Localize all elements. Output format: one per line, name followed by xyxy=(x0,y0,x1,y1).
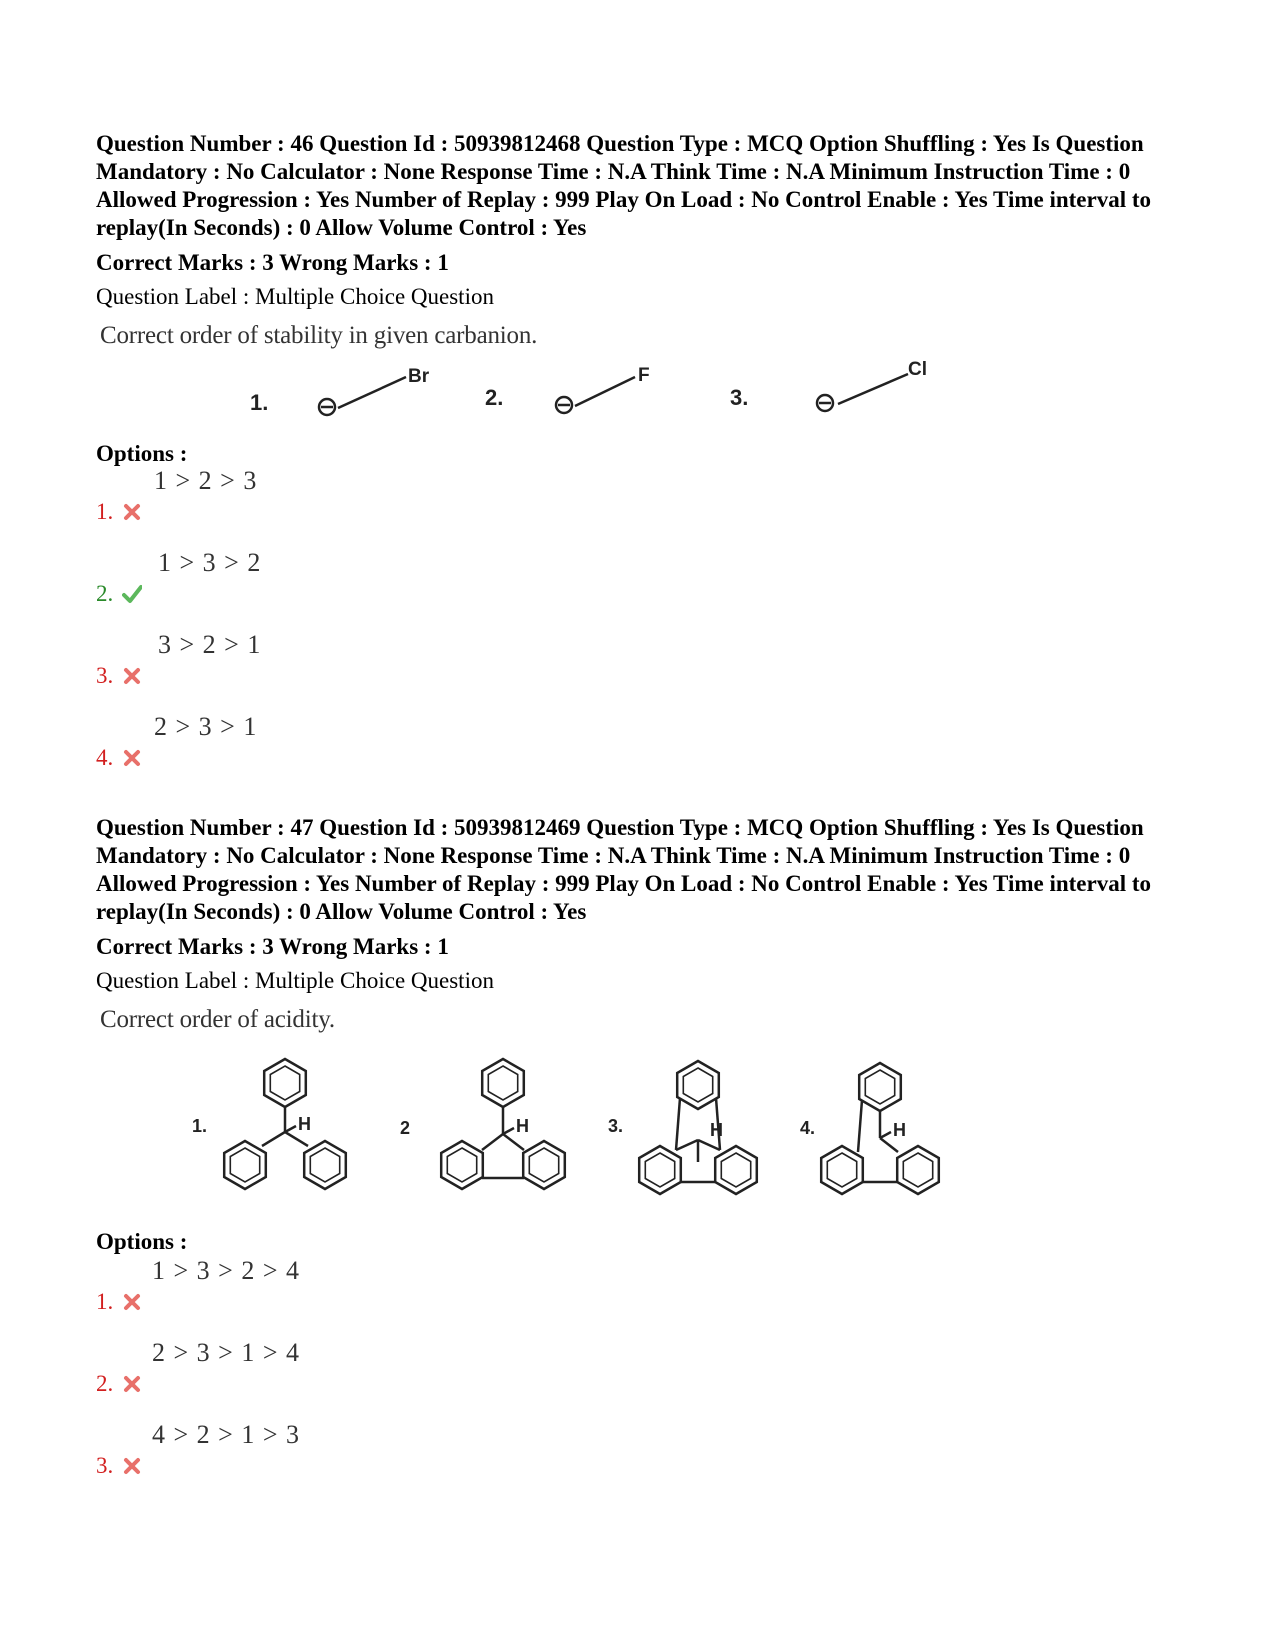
options-heading: Options : xyxy=(96,441,188,466)
cross-icon xyxy=(122,1456,142,1476)
options-heading: Options : xyxy=(96,1229,188,1254)
cross-icon xyxy=(122,666,142,686)
option-2[interactable] xyxy=(96,1338,696,1398)
option-number: 1. xyxy=(96,499,114,524)
option-text: 1 > 3 > 2 > 4 xyxy=(152,1256,300,1285)
substituent-label: F xyxy=(638,365,650,386)
question-text: Correct order of acidity. xyxy=(100,1006,335,1033)
option-4[interactable] xyxy=(96,712,696,772)
option-text: 2 > 3 > 1 xyxy=(154,712,258,741)
option-number: 2. xyxy=(96,1371,114,1396)
option-1[interactable] xyxy=(96,466,696,526)
carbanion-1 xyxy=(319,377,406,415)
carbanion-3 xyxy=(817,374,908,411)
h-label: H xyxy=(298,1114,311,1134)
option-text: 1 > 2 > 3 xyxy=(154,466,258,495)
carbanion-2 xyxy=(556,377,635,413)
option-1[interactable] xyxy=(96,1256,696,1316)
substituent-label: Br xyxy=(408,366,430,387)
option-text: 2 > 3 > 1 > 4 xyxy=(152,1338,300,1367)
question-marks: Correct Marks : 3 Wrong Marks : 1 xyxy=(96,250,449,275)
h-label: H xyxy=(893,1120,906,1140)
structure-number: 1. xyxy=(250,390,269,415)
h-label: H xyxy=(710,1120,723,1140)
question-text: Correct order of stability in given carbanion. xyxy=(100,322,538,349)
structure-number: 3. xyxy=(608,1116,624,1136)
option-3[interactable] xyxy=(96,1420,696,1480)
option-3[interactable] xyxy=(96,630,696,690)
h-label: H xyxy=(516,1116,529,1136)
option-number: 4. xyxy=(96,745,114,770)
structure-number: 3. xyxy=(730,385,749,410)
question-46 xyxy=(96,130,1186,351)
question-label: Question Label : Multiple Choice Question xyxy=(96,968,494,993)
triphenylmethane xyxy=(224,1059,346,1189)
question-47 xyxy=(96,814,1186,1035)
option-text: 4 > 2 > 1 > 3 xyxy=(152,1420,300,1449)
cross-icon xyxy=(122,1292,142,1312)
cross-icon xyxy=(122,502,142,522)
question-meta: Question Number : 46 Question Id : 50939812468 Question Type : MCQ Option Shuffling : Yes Is Question Mandatory : No Calculator : None Response Time : N.A Think Time : N.A Minimum Instruction Time : 0 Allowed Progression : Yes Number of Replay : 999 Play On Load : No Control Enable : Yes Time interval to replay(In Seconds) : 0 Allow Volume Control : Yes xyxy=(96,131,1152,240)
option-text: 1 > 3 > 2 xyxy=(158,548,262,577)
phenylfluorene xyxy=(441,1059,565,1189)
fused-fluorene xyxy=(821,1063,939,1194)
option-number: 3. xyxy=(96,1453,114,1478)
substituent-label: Cl xyxy=(908,360,927,380)
cross-icon xyxy=(122,748,142,768)
question-label: Question Label : Multiple Choice Question xyxy=(96,284,494,309)
acidity-figure xyxy=(190,1050,990,1240)
question-marks: Correct Marks : 3 Wrong Marks : 1 xyxy=(96,934,449,959)
cross-icon xyxy=(122,1374,142,1394)
check-icon xyxy=(122,584,142,604)
structure-number: 4. xyxy=(800,1118,816,1138)
structure-number: 2 xyxy=(400,1118,411,1138)
carbanion-figure xyxy=(240,360,960,430)
structure-number: 2. xyxy=(485,385,504,410)
option-number: 2. xyxy=(96,581,114,606)
option-text: 3 > 2 > 1 xyxy=(158,630,262,659)
option-number: 1. xyxy=(96,1289,114,1314)
structure-number: 1. xyxy=(192,1116,208,1136)
option-number: 3. xyxy=(96,663,114,688)
question-meta: Question Number : 47 Question Id : 50939812469 Question Type : MCQ Option Shuffling : Yes Is Question Mandatory : No Calculator : None Response Time : N.A Think Time : N.A Minimum Instruction Time : 0 Allowed Progression : Yes Number of Replay : 999 Play On Load : No Control Enable : Yes Time interval to replay(In Seconds) : 0 Allow Volume Control : Yes xyxy=(96,815,1152,924)
option-2[interactable] xyxy=(96,548,696,608)
tribenzotriquinacene xyxy=(639,1061,757,1194)
